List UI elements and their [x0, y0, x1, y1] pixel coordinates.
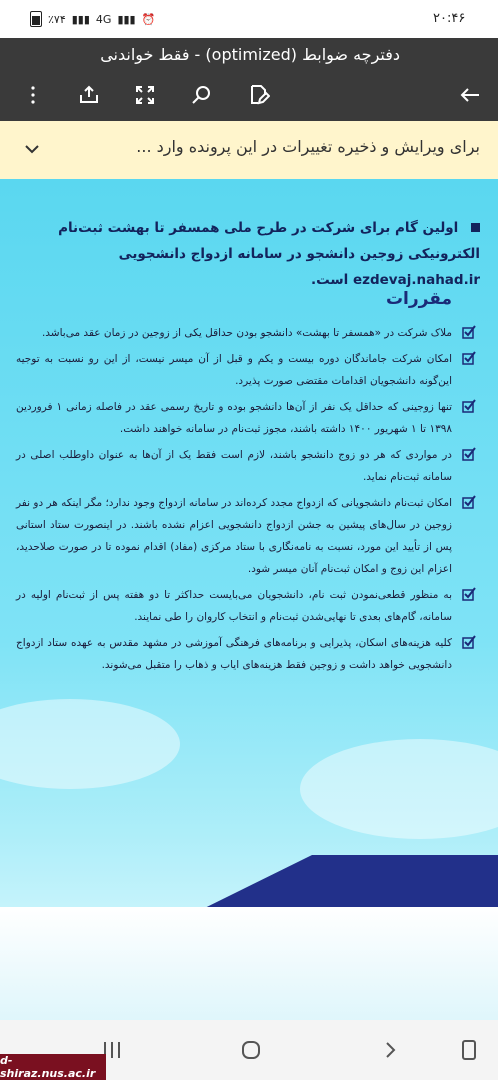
edit-notice-bar[interactable] [0, 121, 498, 179]
app-bar [0, 38, 498, 121]
edit-button[interactable] [243, 80, 273, 110]
search-icon [189, 83, 213, 107]
rule-item [16, 322, 476, 344]
checkbox-checked-icon [462, 635, 476, 649]
cloud-decoration [300, 739, 498, 839]
rules-list [16, 322, 476, 680]
network-type: 4G [95, 12, 112, 26]
status-icons [30, 11, 155, 27]
rule-text: در مواردی که هر دو زوج دانشجو باشند، لازم است فقط یک از آن‌ها به عنوان داوطلب اصلی در سامانه ثبت‌نام نماید. [16, 449, 452, 483]
rule-text: ملاک شرکت در «همسفر تا بهشت» دانشجو بودن حداقل یکی از زوجین در زمان عقد می‌باشد. [41, 327, 452, 339]
home-button[interactable] [237, 1038, 265, 1062]
checkbox-checked-icon [462, 351, 476, 365]
chevron-right-icon [380, 1040, 400, 1060]
alarm-icon: ⏰ [141, 12, 156, 26]
edit-document-icon [246, 83, 270, 107]
cloud-decoration [0, 699, 180, 789]
rule-text: امکان شرکت جاماندگان دوره بیست و یکم و قبل از آن میسر نیست، از این رو نسبت به توجیه این‌گونه دانشجویان اقدامات مقتضی صورت پذیرد. [16, 353, 452, 387]
checkbox-checked-icon [462, 587, 476, 601]
rule-text: امکان ثبت‌نام دانشجویانی که ازدواج مجدد کرده‌اند در سامانه ازدواج وجود ندارد؛ مگر اینکه هر دو نفر زوجین در سال‌های پیشین به جشن ازدواج دانشجویی اعزام نشده باشند. در اینصورت ستاد استانی پس از تأیید این مورد، نسبت به نامه‌نگاری با ستاد مرکزی (مفاد) اقدام نموده تا در صورت صلاحدید، اعزام این زوج و امکان ثبت‌نام آنان میسر شود. [16, 497, 452, 575]
status-bar [0, 0, 498, 38]
rules-heading: مقررات [385, 289, 452, 309]
document-title: دفترچه ضوابط (optimized) - فقط خواندنی [100, 45, 400, 64]
arrow-back-icon [458, 83, 482, 107]
rule-text: به منظور قطعی‌نمودن ثبت نام، دانشجویان می‌بایست حداکثر تا دو هفته پس از ثبت‌نام اولیه در سامانه، گام‌های بعدی تا نهایی‌شدن ثبت‌نام و انتخاب کاروان را طی نمایند. [16, 589, 452, 623]
status-time: ۲۰:۴۶ [433, 11, 466, 26]
search-button[interactable] [186, 80, 216, 110]
checkbox-checked-icon [462, 325, 476, 339]
rule-item [16, 584, 476, 628]
edit-notice-text: برای ویرایش و ذخیره تغییرات در این پرونده وارد ... [136, 137, 480, 156]
rule-text: کلیه هزینه‌های اسکان، پذیرایی و برنامه‌های فرهنگی آموزشی در مشهد مقدس به عهده ستاد ازدواج دانشجویی خواهد داشت و زوجین فقط هزینه‌های ایاب و ذهاب را متقبل می‌شوند. [16, 637, 452, 671]
intro-paragraph [18, 215, 480, 293]
share-icon [77, 83, 101, 107]
checkbox-checked-icon [462, 495, 476, 509]
rule-item [16, 444, 476, 488]
nav-back-button[interactable] [376, 1038, 404, 1062]
intro-tail: است. [310, 272, 349, 288]
signal-2-icon: ▮▮▮ [117, 12, 136, 26]
intro-text: اولین گام برای شرکت در طرح ملی همسفر تا بهشت ثبت‌نام الکترونیکی زوجین دانشجو در سامانه ازدواج دانشجویی [58, 220, 480, 262]
signal-icon: ▮▮▮ [71, 12, 90, 26]
keyboard-toggle-button[interactable] [455, 1038, 483, 1062]
square-bullet-icon [471, 223, 480, 232]
watermark: d-shiraz.nus.ac.ir [0, 1054, 106, 1080]
system-nav-bar [0, 1020, 498, 1080]
rule-item [16, 348, 476, 392]
more-options-button[interactable] [18, 80, 48, 110]
battery-icon [30, 11, 42, 27]
checkbox-checked-icon [462, 399, 476, 413]
expand-icon [133, 83, 157, 107]
document-page [0, 179, 498, 1020]
chevron-down-icon[interactable] [22, 139, 42, 159]
battery-level: ٪۷۴ [48, 12, 66, 26]
back-button[interactable] [455, 80, 485, 110]
fullscreen-button[interactable] [130, 80, 160, 110]
registration-site-link[interactable]: ezdevaj.nahad.ir [352, 272, 480, 288]
share-button[interactable] [74, 80, 104, 110]
phone-rotate-icon [459, 1039, 479, 1061]
checkbox-checked-icon [462, 447, 476, 461]
page-bottom-strip [0, 907, 498, 1020]
home-icon [239, 1038, 263, 1062]
more-vertical-icon [21, 83, 45, 107]
rule-text: تنها زوجینی که حداقل یک نفر از آن‌ها دانشجو بوده و تاریخ رسمی عقد در فاصله زمانی ۱ فروردین ۱۳۹۸ تا ۱ شهریور ۱۴۰۰ داشته باشند، مجوز ثبت‌نام در سامانه خواهند داشت. [16, 401, 452, 435]
rule-item [16, 396, 476, 440]
rule-item [16, 492, 476, 580]
rule-item [16, 632, 476, 676]
